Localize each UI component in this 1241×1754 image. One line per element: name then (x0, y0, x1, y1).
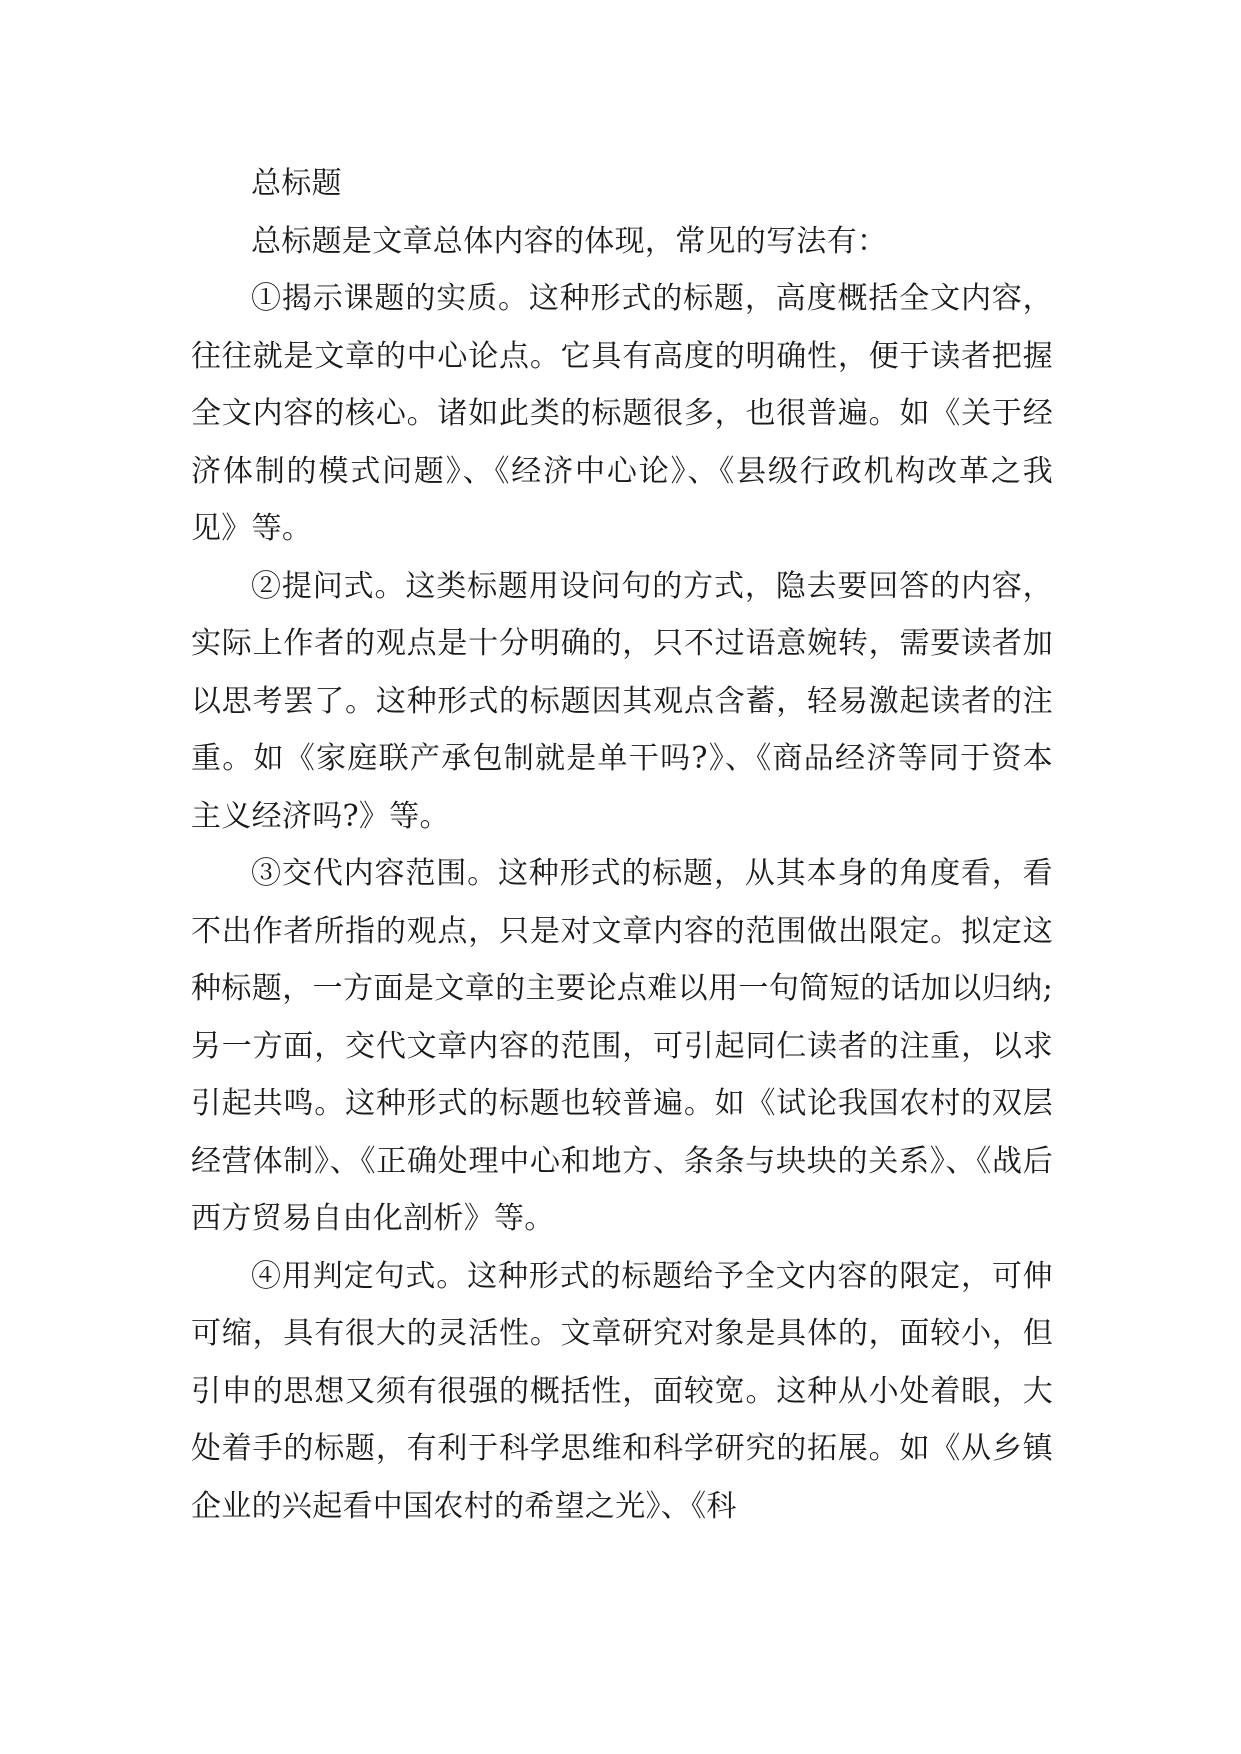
paragraph-3: ③交代内容范围。这种形式的标题，从其本身的角度看，看不出作者所指的观点，只是对文章内容的范围做出限定。拟定这种标题，一方面是文章的主要论点难以用一句简短的话加以归纳;另一方面，交代文章内容的范围，可引起同仁读者的注重，以求引起共鸣。这种形式的标题也较普遍。如《试论我国农村的双层经营体制》、《正确处理中心和地方、条条与块块的关系》、《战后西方贸易自由化剖析》等。 (191, 856, 1053, 1236)
paragraph-1: ①揭示课题的实质。这种形式的标题，高度概括全文内容，往往就是文章的中心论点。它具有高度的明确性，便于读者把握全文内容的核心。诸如此类的标题很多，也很普遍。如《关于经济体制的模式问题》、《经济中心论》、《县级行政机构改革之我见》等。 (191, 281, 1053, 546)
paragraph-2: ②提问式。这类标题用设问句的方式，隐去要回答的内容，实际上作者的观点是十分明确的，只不过语意婉转，需要读者加以思考罢了。这种形式的标题因其观点含蓄，轻易激起读者的注重。如《家庭联产承包制就是单干吗?》、《商品经济等同于资本主义经济吗?》等。 (191, 568, 1053, 834)
section-heading: 总标题 (251, 166, 342, 201)
document-body (191, 155, 1053, 1535)
intro-paragraph: 总标题是文章总体内容的体现，常见的写法有： (251, 223, 888, 259)
paragraph-4: ④用判定句式。这种形式的标题给予全文内容的限定，可伸可缩，具有很大的灵活性。文章研究对象是具体的，面较小，但引申的思想又须有很强的概括性，面较宽。这种从小处着眼，大处着手的标题，有利于科学思维和科学研究的拓展。如《从乡镇企业的兴起看中国农村的希望之光》、《科 (191, 1258, 1053, 1524)
